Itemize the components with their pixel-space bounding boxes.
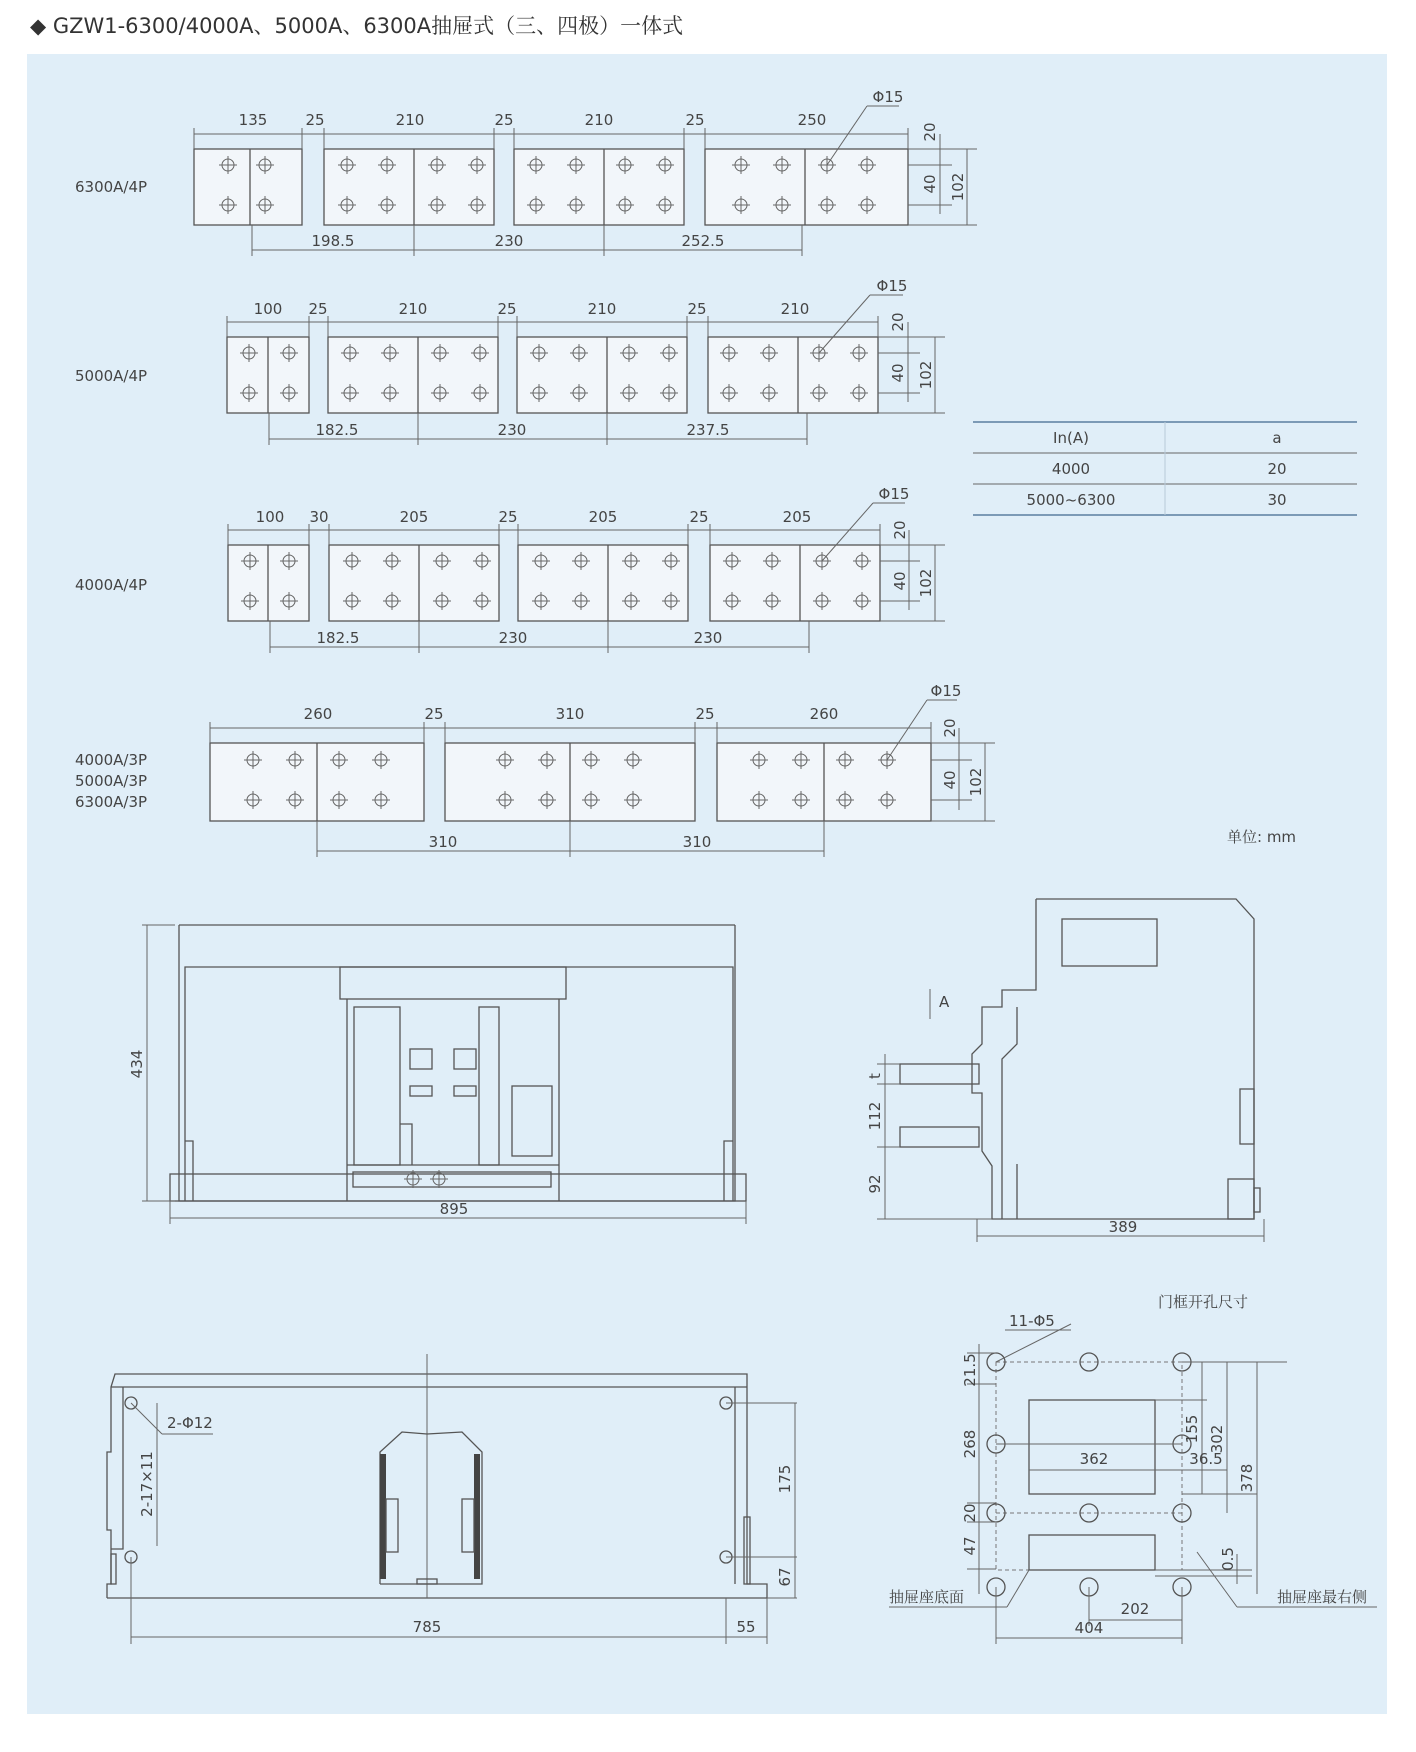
dim-label: 25 (424, 705, 444, 723)
dim-label: 310 (428, 833, 458, 851)
table-header: In(A) (1053, 429, 1089, 447)
annotation-label: 抽屉座最右侧 (1277, 1588, 1368, 1606)
dim-label: 40 (921, 174, 939, 194)
door-cutout (889, 1293, 1377, 1644)
dim-label: 198.5 (311, 232, 355, 250)
dim-label: 210 (584, 111, 614, 129)
row-label: 5000A/4P (75, 367, 148, 385)
dim-label: 2-17×11 (138, 1451, 156, 1517)
row-3p (75, 682, 995, 857)
dim-label: 202 (1120, 1600, 1150, 1618)
dim-label: 40 (941, 770, 959, 790)
dim-label: 210 (780, 300, 810, 318)
dim-label: 895 (439, 1200, 469, 1218)
dim-label: 102 (949, 172, 967, 202)
hole-label: 11-Φ5 (1009, 1312, 1055, 1330)
row-4000-4p (75, 485, 945, 653)
dim-label: 25 (305, 111, 325, 129)
dim-label: 102 (917, 360, 935, 390)
dim-label: 40 (889, 363, 907, 383)
dim-label: 67 (776, 1567, 794, 1587)
dim-label: 36.5 (1189, 1450, 1223, 1468)
page-title: ◆ GZW1-6300/4000A、5000A、6300A抽屉式（三、四极）一体式 (30, 14, 684, 38)
dim-label: 260 (809, 705, 839, 723)
row-label: 6300A/4P (75, 178, 148, 196)
dim-label: 252.5 (681, 232, 725, 250)
dim-label: 25 (685, 111, 705, 129)
dim-label: 404 (1074, 1619, 1104, 1637)
hole-label: Φ15 (878, 485, 910, 503)
dim-label: 237.5 (686, 421, 730, 439)
dim-label: 20 (961, 1503, 979, 1523)
section-title: 门框开孔尺寸 (1158, 1293, 1249, 1311)
dim-label: 20 (891, 520, 909, 540)
row-label: 6300A/3P (75, 793, 148, 811)
dim-label: 260 (303, 705, 333, 723)
dim-label: 210 (395, 111, 425, 129)
dim-label: 205 (588, 508, 618, 526)
side-view (866, 899, 1264, 1242)
row-label: 4000A/3P (75, 751, 148, 769)
row-label: 5000A/3P (75, 772, 148, 790)
table-cell: 20 (1267, 460, 1287, 478)
dim-label: 21.5 (961, 1353, 979, 1387)
dim-label: 182.5 (316, 629, 360, 647)
dim-label: 268 (961, 1429, 979, 1459)
dim-label: 434 (128, 1049, 146, 1079)
dim-label: 250 (797, 111, 827, 129)
dim-label: 155 (1183, 1414, 1201, 1444)
front-view (128, 925, 746, 1224)
dim-label: 210 (398, 300, 428, 318)
annotation-label: 抽屉座底面 (889, 1588, 965, 1606)
dim-label: 100 (253, 300, 283, 318)
dim-label: 310 (682, 833, 712, 851)
dim-label: 230 (494, 232, 524, 250)
table-cell: 4000 (1051, 460, 1091, 478)
hole-label: Φ15 (872, 88, 904, 106)
dim-label: 310 (555, 705, 585, 723)
dim-label: 20 (889, 312, 907, 332)
dim-label: 102 (967, 767, 985, 797)
dim-label: 25 (308, 300, 328, 318)
dim-label: 40 (891, 571, 909, 591)
dim-label: 0.5 (1219, 1547, 1237, 1571)
dim-label: 302 (1208, 1424, 1226, 1454)
row-6300-4p (75, 88, 977, 256)
dim-label: 55 (736, 1618, 756, 1636)
dim-label: 30 (309, 508, 329, 526)
dim-label: 362 (1079, 1450, 1109, 1468)
row-5000-4p (75, 277, 945, 445)
dim-label: 135 (238, 111, 268, 129)
bottom-view (107, 1354, 797, 1644)
dim-label: 175 (776, 1464, 794, 1494)
dim-label: t (866, 1073, 884, 1079)
dim-label: 25 (695, 705, 715, 723)
busbar-group (210, 743, 931, 821)
dim-label: 230 (693, 629, 723, 647)
dim-label: 25 (687, 300, 707, 318)
dim-label: 210 (587, 300, 617, 318)
dim-label: 182.5 (315, 421, 359, 439)
dim-label: 785 (412, 1618, 442, 1636)
dim-label: 102 (917, 568, 935, 598)
table-header: a (1272, 429, 1282, 447)
dim-label: 230 (498, 629, 528, 647)
dim-label: 205 (399, 508, 429, 526)
dim-label: 92 (866, 1174, 884, 1194)
drawing-canvas (27, 54, 1387, 1714)
dim-label: 47 (961, 1536, 979, 1556)
dim-label: 25 (689, 508, 709, 526)
rating-table (973, 422, 1357, 515)
dim-label: 100 (255, 508, 285, 526)
dim-label: 20 (941, 718, 959, 738)
dim-label: 25 (497, 300, 517, 318)
row-label: 4000A/4P (75, 576, 148, 594)
hole-label: Φ15 (876, 277, 908, 295)
dim-label: 378 (1238, 1463, 1256, 1493)
table-cell: 30 (1267, 491, 1287, 509)
mounting-holes (404, 1170, 448, 1188)
hole-label: 2-Φ12 (167, 1414, 213, 1432)
dim-label: 112 (866, 1101, 884, 1131)
dim-label: 389 (1108, 1218, 1138, 1236)
drawing-panel (27, 54, 1387, 1714)
busbar-group (227, 337, 878, 413)
dim-label: 230 (497, 421, 527, 439)
unit-label: 单位: mm (1227, 828, 1297, 846)
dim-label: 20 (921, 122, 939, 142)
cutout-holes (987, 1353, 1191, 1596)
busbar-group (228, 545, 880, 621)
dim-label: 25 (494, 111, 514, 129)
dim-label: 25 (498, 508, 518, 526)
dim-label: 205 (782, 508, 812, 526)
hole-label: Φ15 (930, 682, 962, 700)
table-cell: 5000~6300 (1026, 491, 1116, 509)
view-label: A (939, 993, 950, 1011)
busbar-group (194, 149, 908, 225)
